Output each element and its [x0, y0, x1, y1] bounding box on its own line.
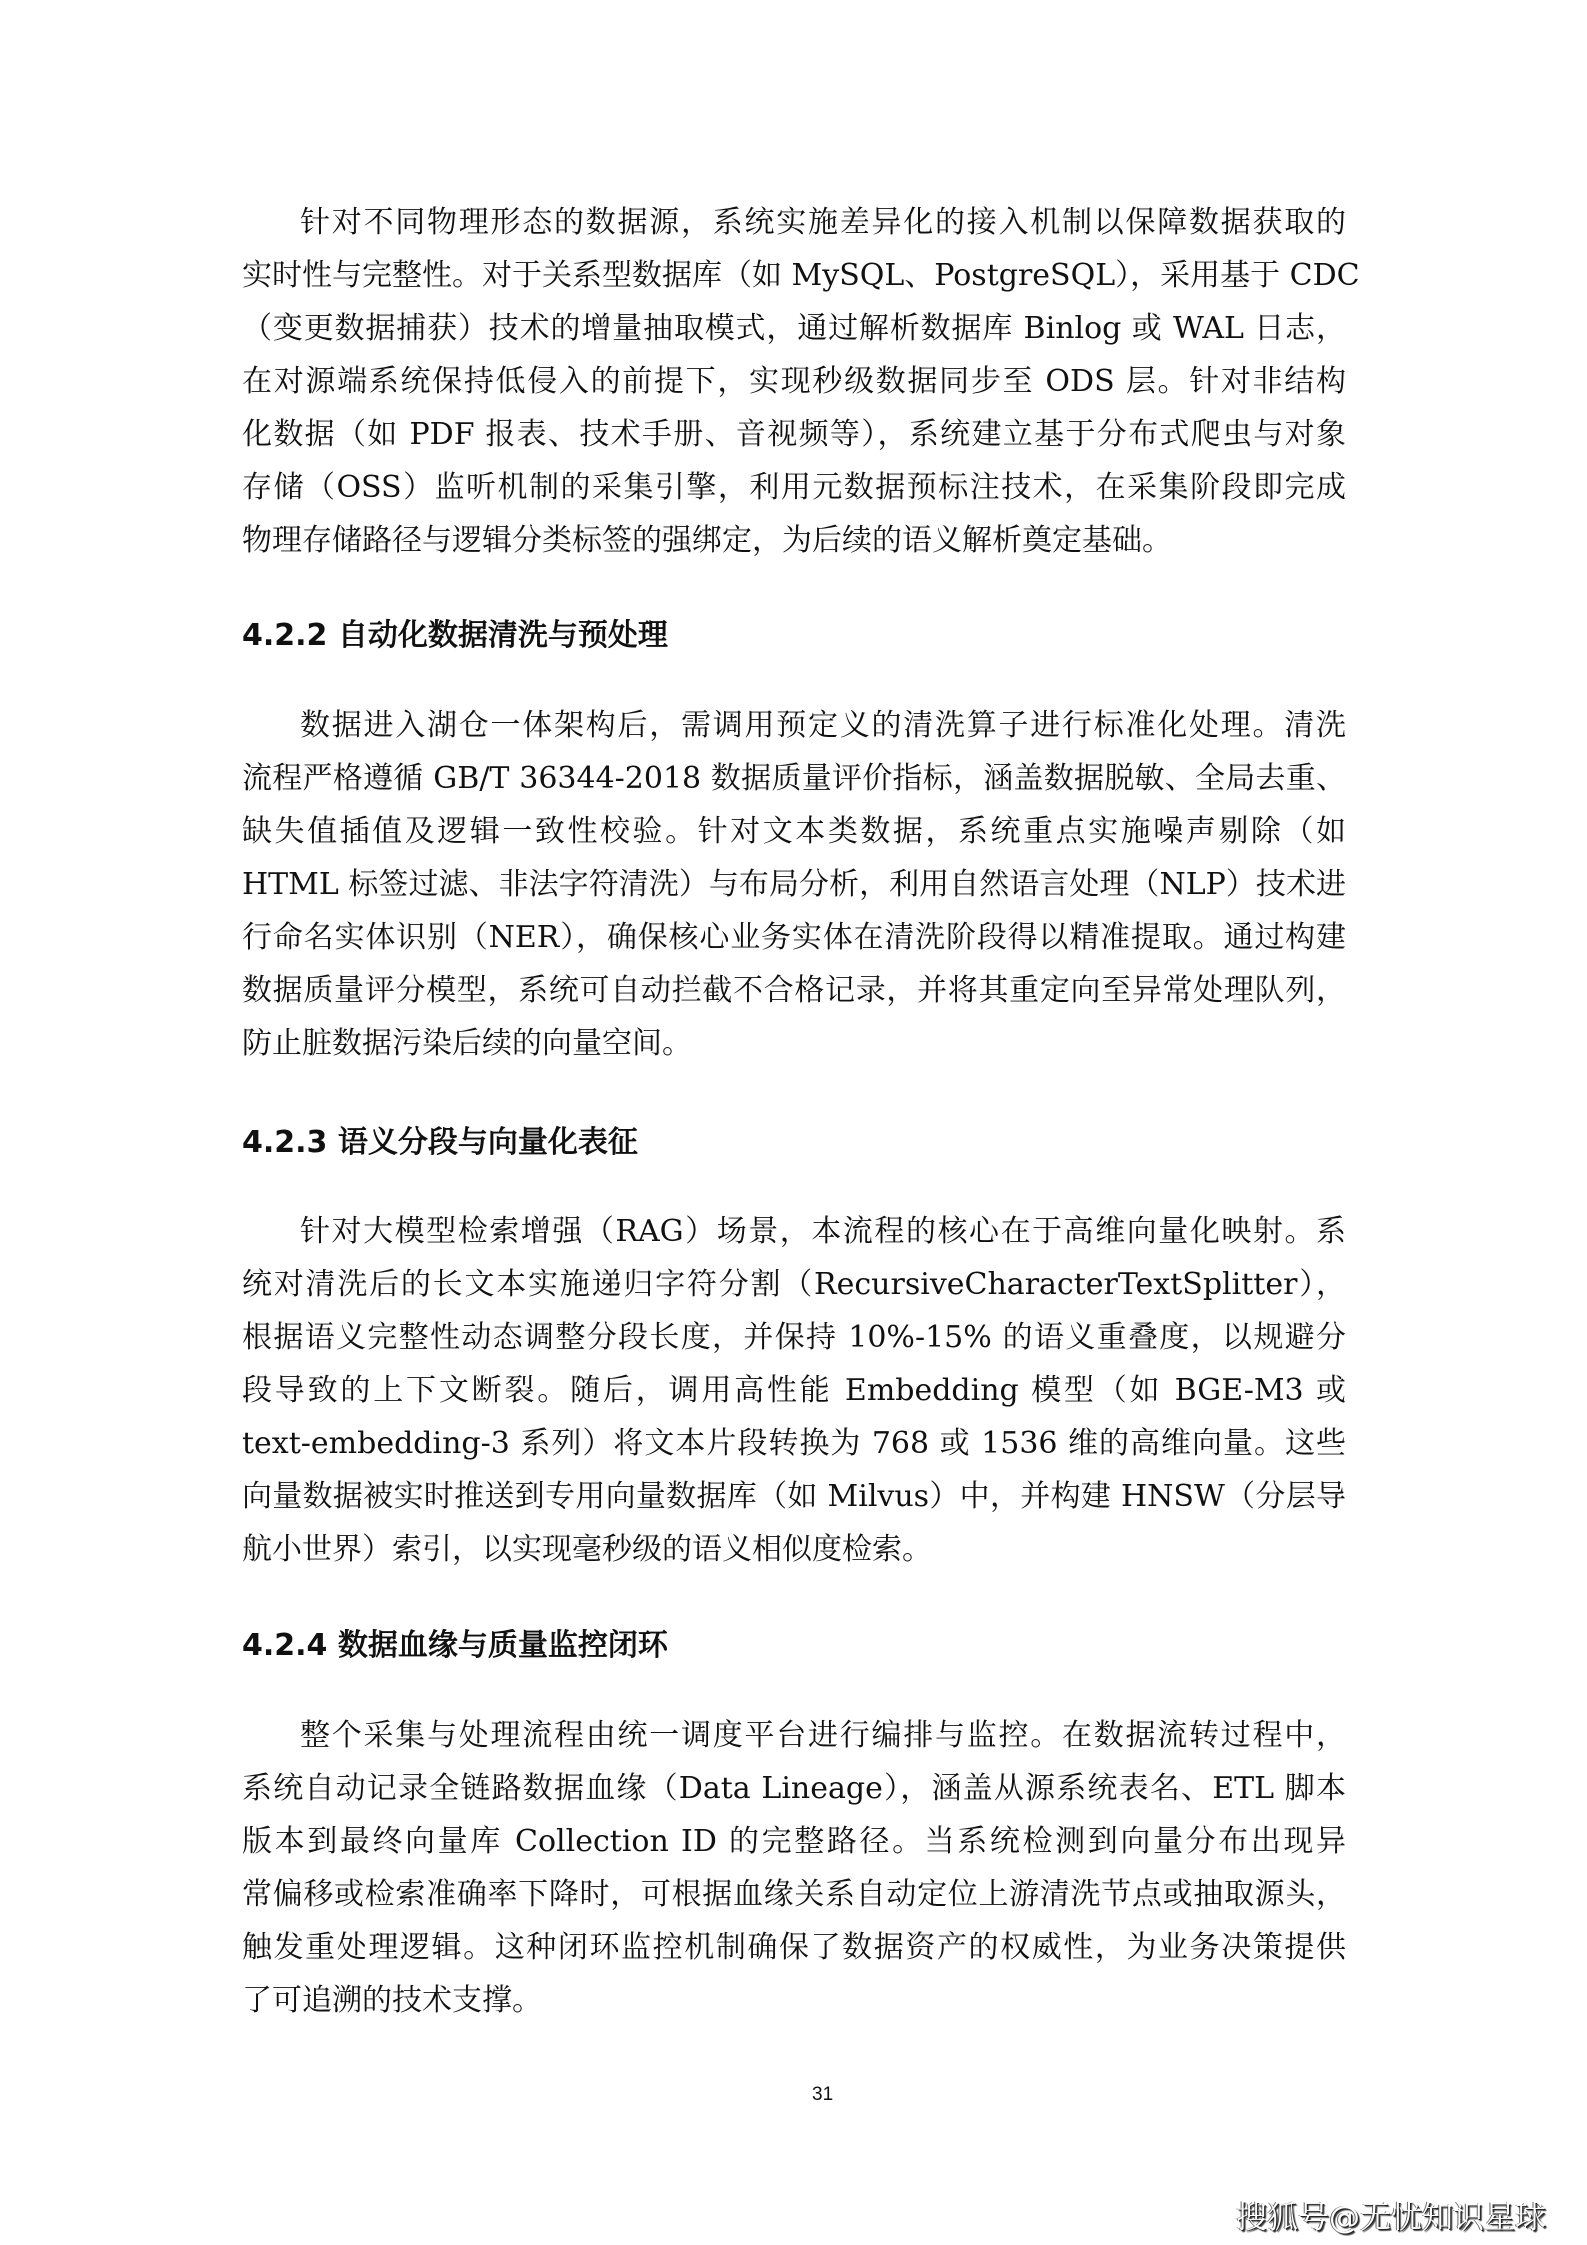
paragraph-line: 实时性与完整性。对于关系型数据库（如 MySQL、PostgreSQL），采用基于 CDC	[242, 258, 1360, 293]
paragraph-line: 整个采集与处理流程由统一调度平台进行编排与监控。在数据流转过程中，	[300, 1718, 1346, 1753]
paragraph-line: 向量数据被实时推送到专用向量数据库（如 Milvus）中，并构建 HNSW（分层导	[242, 1479, 1346, 1514]
paragraph-line: 数据质量评分模型，系统可自动拦截不合格记录，并将其重定向至异常处理队列，	[242, 973, 1346, 1008]
paragraph-line: 在对源端系统保持低侵入的前提下，实现秒级数据同步至 ODS 层。针对非结构	[242, 364, 1346, 399]
paragraph-line: 流程严格遵循 GB/T 36344-2018 数据质量评价指标，涵盖数据脱敏、全局去重、	[242, 761, 1346, 796]
paragraph-line: 统对清洗后的长文本实施递归字符分割（RecursiveCharacterTextSplitter），	[242, 1267, 1346, 1302]
paragraph-line: 针对不同物理形态的数据源，系统实施差异化的接入机制以保障数据获取的	[300, 205, 1346, 240]
section-heading-4-2-2: 4.2.2 自动化数据清洗与预处理	[242, 618, 668, 653]
paragraph-line: 缺失值插值及逻辑一致性校验。针对文本类数据，系统重点实施噪声剔除（如	[242, 814, 1346, 849]
paragraph-line: 根据语义完整性动态调整分段长度，并保持 10%-15% 的语义重叠度，以规避分	[242, 1320, 1346, 1355]
paragraph-line: 数据进入湖仓一体架构后，需调用预定义的清洗算子进行标准化处理。清洗	[300, 708, 1346, 743]
paragraph-line: 常偏移或检索准确率下降时，可根据血缘关系自动定位上游清洗节点或抽取源头，	[242, 1877, 1346, 1912]
paragraph-line: 物理存储路径与逻辑分类标签的强绑定，为后续的语义解析奠定基础。	[242, 523, 1172, 558]
paragraph-line: 版本到最终向量库 Collection ID 的完整路径。当系统检测到向量分布出现异	[242, 1824, 1346, 1859]
paragraph-line: 防止脏数据污染后续的向量空间。	[242, 1026, 692, 1061]
paragraph-line: text-embedding-3 系列）将文本片段转换为 768 或 1536 维的高维向量。这些	[242, 1426, 1346, 1461]
paragraph-line: 系统自动记录全链路数据血缘（Data Lineage），涵盖从源系统表名、ETL 脚本	[242, 1771, 1346, 1806]
section-heading-4-2-4: 4.2.4 数据血缘与质量监控闭环	[242, 1628, 668, 1663]
page-number: 31	[812, 2084, 834, 2105]
section-heading-4-2-3: 4.2.3 语义分段与向量化表征	[242, 1125, 638, 1160]
paragraph-line: 航小世界）索引，以实现毫秒级的语义相似度检索。	[242, 1532, 932, 1567]
paragraph-line: 化数据（如 PDF 报表、技术手册、音视频等），系统建立基于分布式爬虫与对象	[242, 417, 1346, 452]
paragraph-line: 行命名实体识别（NER），确保核心业务实体在清洗阶段得以精准提取。通过构建	[242, 920, 1346, 955]
paragraph-line: 触发重处理逻辑。这种闭环监控机制确保了数据资产的权威性，为业务决策提供	[242, 1930, 1346, 1965]
paragraph-line: 段导致的上下文断裂。随后，调用高性能 Embedding 模型（如 BGE-M3 或	[242, 1373, 1346, 1408]
paragraph-line: 了可追溯的技术支撑。	[242, 1983, 542, 2018]
paragraph-line: 存储（OSS）监听机制的采集引擎，利用元数据预标注技术，在采集阶段即完成	[242, 470, 1346, 505]
watermark: 搜狐号@无忧知识星球	[1236, 2200, 1546, 2236]
paragraph-line: HTML 标签过滤、非法字符清洗）与布局分析，利用自然语言处理（NLP）技术进	[242, 867, 1346, 902]
paragraph-line: （变更数据捕获）技术的增量抽取模式，通过解析数据库 Binlog 或 WAL 日志，	[242, 311, 1346, 346]
paragraph-line: 针对大模型检索增强（RAG）场景，本流程的核心在于高维向量化映射。系	[300, 1214, 1346, 1249]
